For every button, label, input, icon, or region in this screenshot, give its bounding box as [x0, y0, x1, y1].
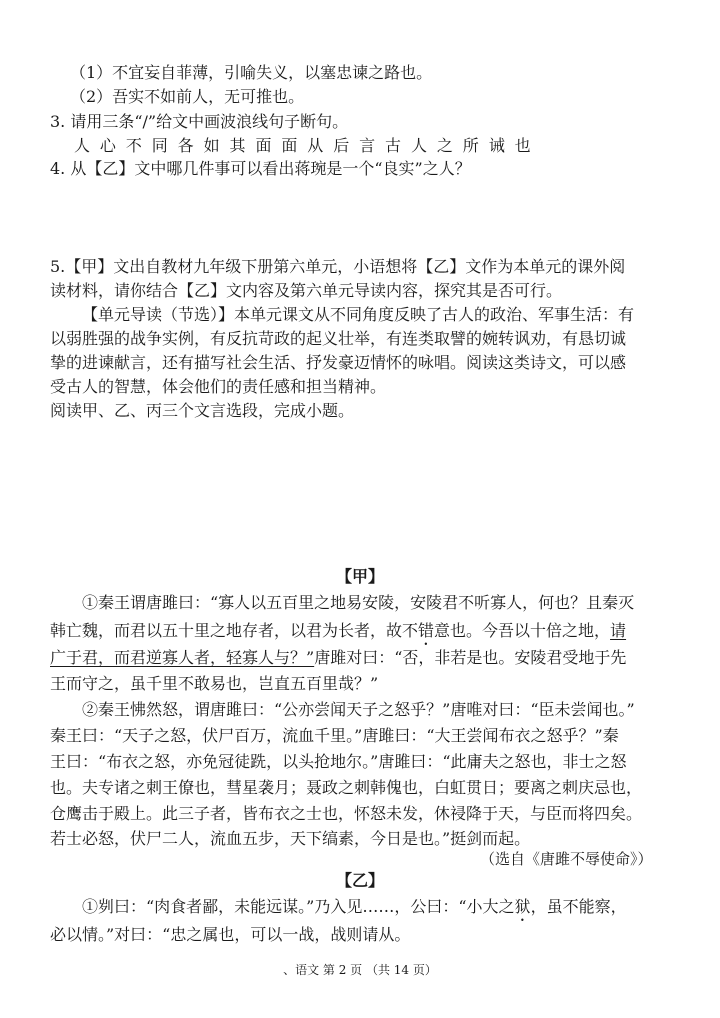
jia-p1-line3	[50, 647, 626, 669]
q4-prompt: 4. 从【乙】文中哪几件事可以看出蒋琬是一个“良实”之人？	[50, 159, 471, 178]
yi-p1-line2: 必以情。”对曰：“忠之属也，可以一战，战则请从。	[50, 925, 411, 944]
yi-p1-line1-text-b: ，虽不能察，	[530, 897, 627, 916]
jia-heading: 【甲】	[335, 567, 384, 586]
unit-guide-line2: 以弱胜强的战争实例，有反抗苛政的起义壮举，有连类取譬的婉转讽劝，有恳切诚	[50, 329, 627, 348]
unit-guide-line3: 挚的进谏献言，还有描写社会生活、抒发豪迈情怀的咏唱。阅读这类诗文，可以感	[50, 353, 627, 372]
q-part1-item1: （1）不宜妄自菲薄，引喻失义，以塞忠谏之路也。	[70, 63, 433, 82]
jia-p2-line3: 王曰：“布衣之怒，亦免冠徒跣，以头抢地尔。”唐雎曰：“此庸夫之怒也，非士之怒	[50, 752, 627, 771]
q-part1-item2: （2）吾实不如前人，无可推也。	[70, 87, 305, 106]
unit-guide-line1: 【单元导读（节选）】本单元课文从不同角度反映了古人的政治、军事生活：有	[82, 305, 635, 324]
jia-p1-line1: ①秦王谓唐雎曰：“寡人以五百里之地易安陵，安陵君不听寡人，何也？且秦灭	[82, 593, 635, 612]
emphasis-char-cuo: 错	[418, 621, 435, 640]
jia-p1-line2	[50, 620, 626, 649]
jia-p2-line5: 仓鹰击于殿上。此三子者，皆布衣之士也，怀怒未发，休祲降于天，与臣而将四矣。	[50, 804, 643, 823]
jia-source: （选自《唐雎不辱使命》）	[480, 850, 653, 868]
q5-line1: 5.【甲】文出自教材九年级下册第六单元，小语想将【乙】文作为本单元的课外阅	[50, 257, 626, 276]
yi-p1-line1	[82, 896, 627, 925]
yi-heading: 【乙】	[335, 871, 384, 890]
jia-p2-line2: 秦王曰：“天子之怒，伏尸百万，流血千里。”唐雎曰：“大王尝闻布衣之怒乎？”秦	[50, 726, 619, 745]
page-footer: 、语文 第 2 页 （共 14 页）	[283, 963, 437, 977]
jia-p1-line4: 王而守之，虽千里不敢易也，岂直五百里哉？”	[50, 674, 379, 693]
jia-p1-line2-text-a: 韩亡魏，而君以五十里之地存者，以君为长者，故不	[50, 621, 419, 640]
q3-prompt: 3. 请用三条“/”给文中画波浪线句子断句。	[50, 112, 349, 131]
q5-line2: 读材料，请你结合【乙】文内容及第六单元导读内容，探究其是否可行。	[50, 281, 563, 300]
q5-instruction: 阅读甲、乙、丙三个文言选段，完成小题。	[50, 401, 355, 420]
jia-p1-line2-text-b: 意也。今吾以十倍之地，	[434, 621, 611, 640]
jia-p2-line4: 也。夫专诸之刺王僚也，彗星袭月；聂政之刺韩傀也，白虹贯日；要离之刺庆忌也，	[50, 778, 643, 797]
unit-guide-line4: 受古人的智慧，体会他们的责任感和担当精神。	[50, 377, 387, 396]
underlined-phrase-start: 请	[610, 621, 627, 640]
jia-p1-line3-text: 唐雎对曰：“否，非若是也。安陵君受地于先	[314, 648, 627, 667]
jia-p2-line1: ②秦王怫然怒，谓唐雎曰：“公亦尝闻天子之怒乎？”唐唯对曰：“臣未尝闻也。”	[82, 700, 635, 719]
underlined-phrase-end: 广于君，而君逆寡人者，轻寡人与？”	[50, 648, 315, 667]
emphasis-char-yu: 狱	[514, 897, 531, 916]
jia-p2-line6: 若士必怒，伏尸二人，流血五步，天下缟素，今日是也。”挺剑而起。	[50, 829, 531, 848]
q3-sentence: 人心不同各如其面面从后言古人之所诫也	[74, 136, 541, 155]
yi-p1-line1-text-a: ①刿曰：“肉食者鄙，未能远谋。”乃入见……，公曰：“小大之	[82, 897, 515, 916]
